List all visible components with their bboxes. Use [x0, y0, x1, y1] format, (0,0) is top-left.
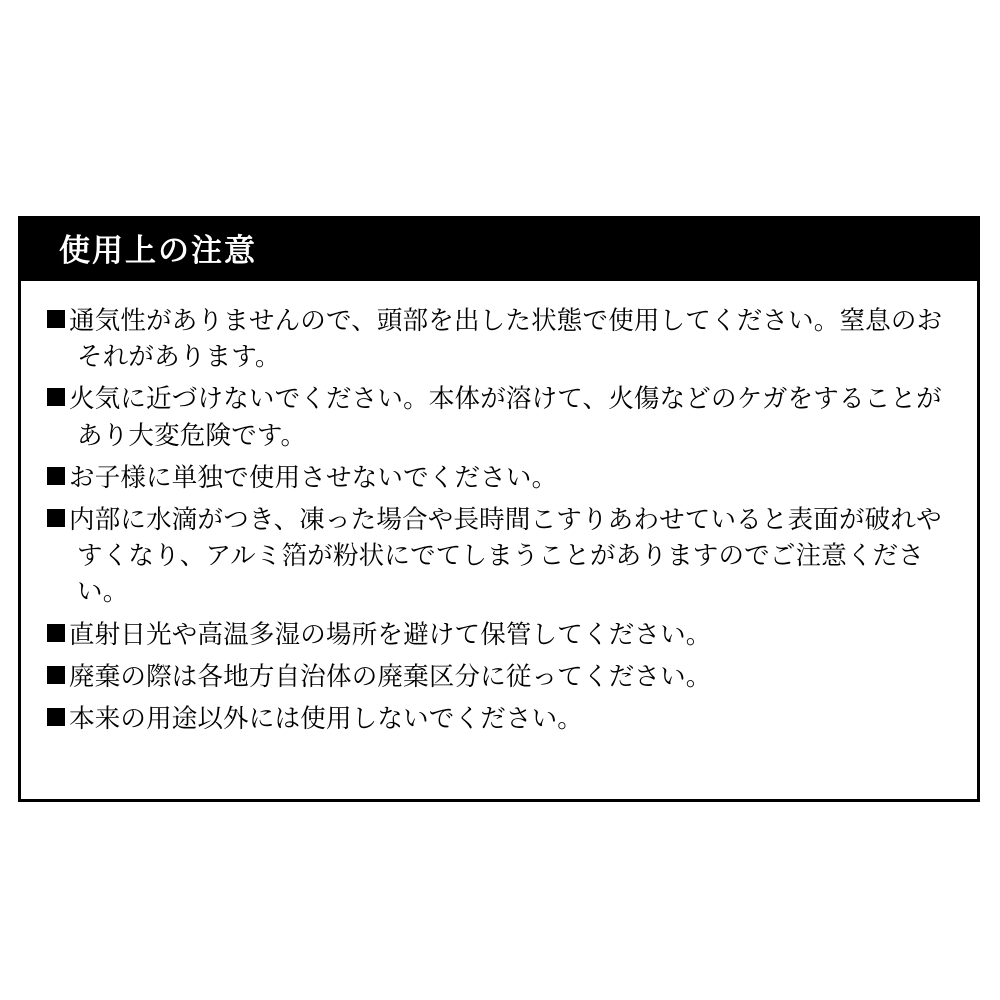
list-item [47, 381, 951, 453]
notice-panel [18, 216, 980, 802]
square-bullet-icon [47, 624, 65, 642]
square-bullet-icon [47, 509, 65, 527]
list-item [47, 659, 951, 695]
list-item-text: お子様に単独で使用させないでください。 [69, 463, 558, 492]
notice-list [21, 281, 977, 799]
list-item-text: 直射日光や高温多湿の場所を避けて保管してください。 [69, 620, 712, 649]
notice-panel-header [21, 219, 977, 281]
list-item-text: 廃棄の際は各地方自治体の廃棄区分に従ってください。 [69, 662, 712, 691]
list-item [47, 701, 951, 737]
square-bullet-icon [47, 708, 65, 726]
square-bullet-icon [47, 467, 65, 485]
list-item-text: 内部に水滴がつき、凍った場合や長時間こすりあわせていると表面が破れやすくなり、アルミ箔が粉状にでてしまうことがありますのでご注意ください。 [69, 506, 942, 607]
notice-panel-title: 使用上の注意 [59, 232, 257, 268]
list-item [47, 303, 951, 375]
list-item-text: 火気に近づけないでください。本体が溶けて、火傷などのケガをすることがあり大変危険です。 [69, 385, 942, 450]
list-item-text: 通気性がありませんので、頭部を出した状態で使用してください。窒息のおそれがあります。 [69, 307, 943, 372]
square-bullet-icon [47, 310, 65, 328]
list-item [47, 617, 951, 653]
list-item [47, 460, 951, 496]
square-bullet-icon [47, 666, 65, 684]
list-item-text: 本来の用途以外には使用しないでください。 [69, 705, 584, 734]
square-bullet-icon [47, 388, 65, 406]
list-item [47, 502, 951, 611]
